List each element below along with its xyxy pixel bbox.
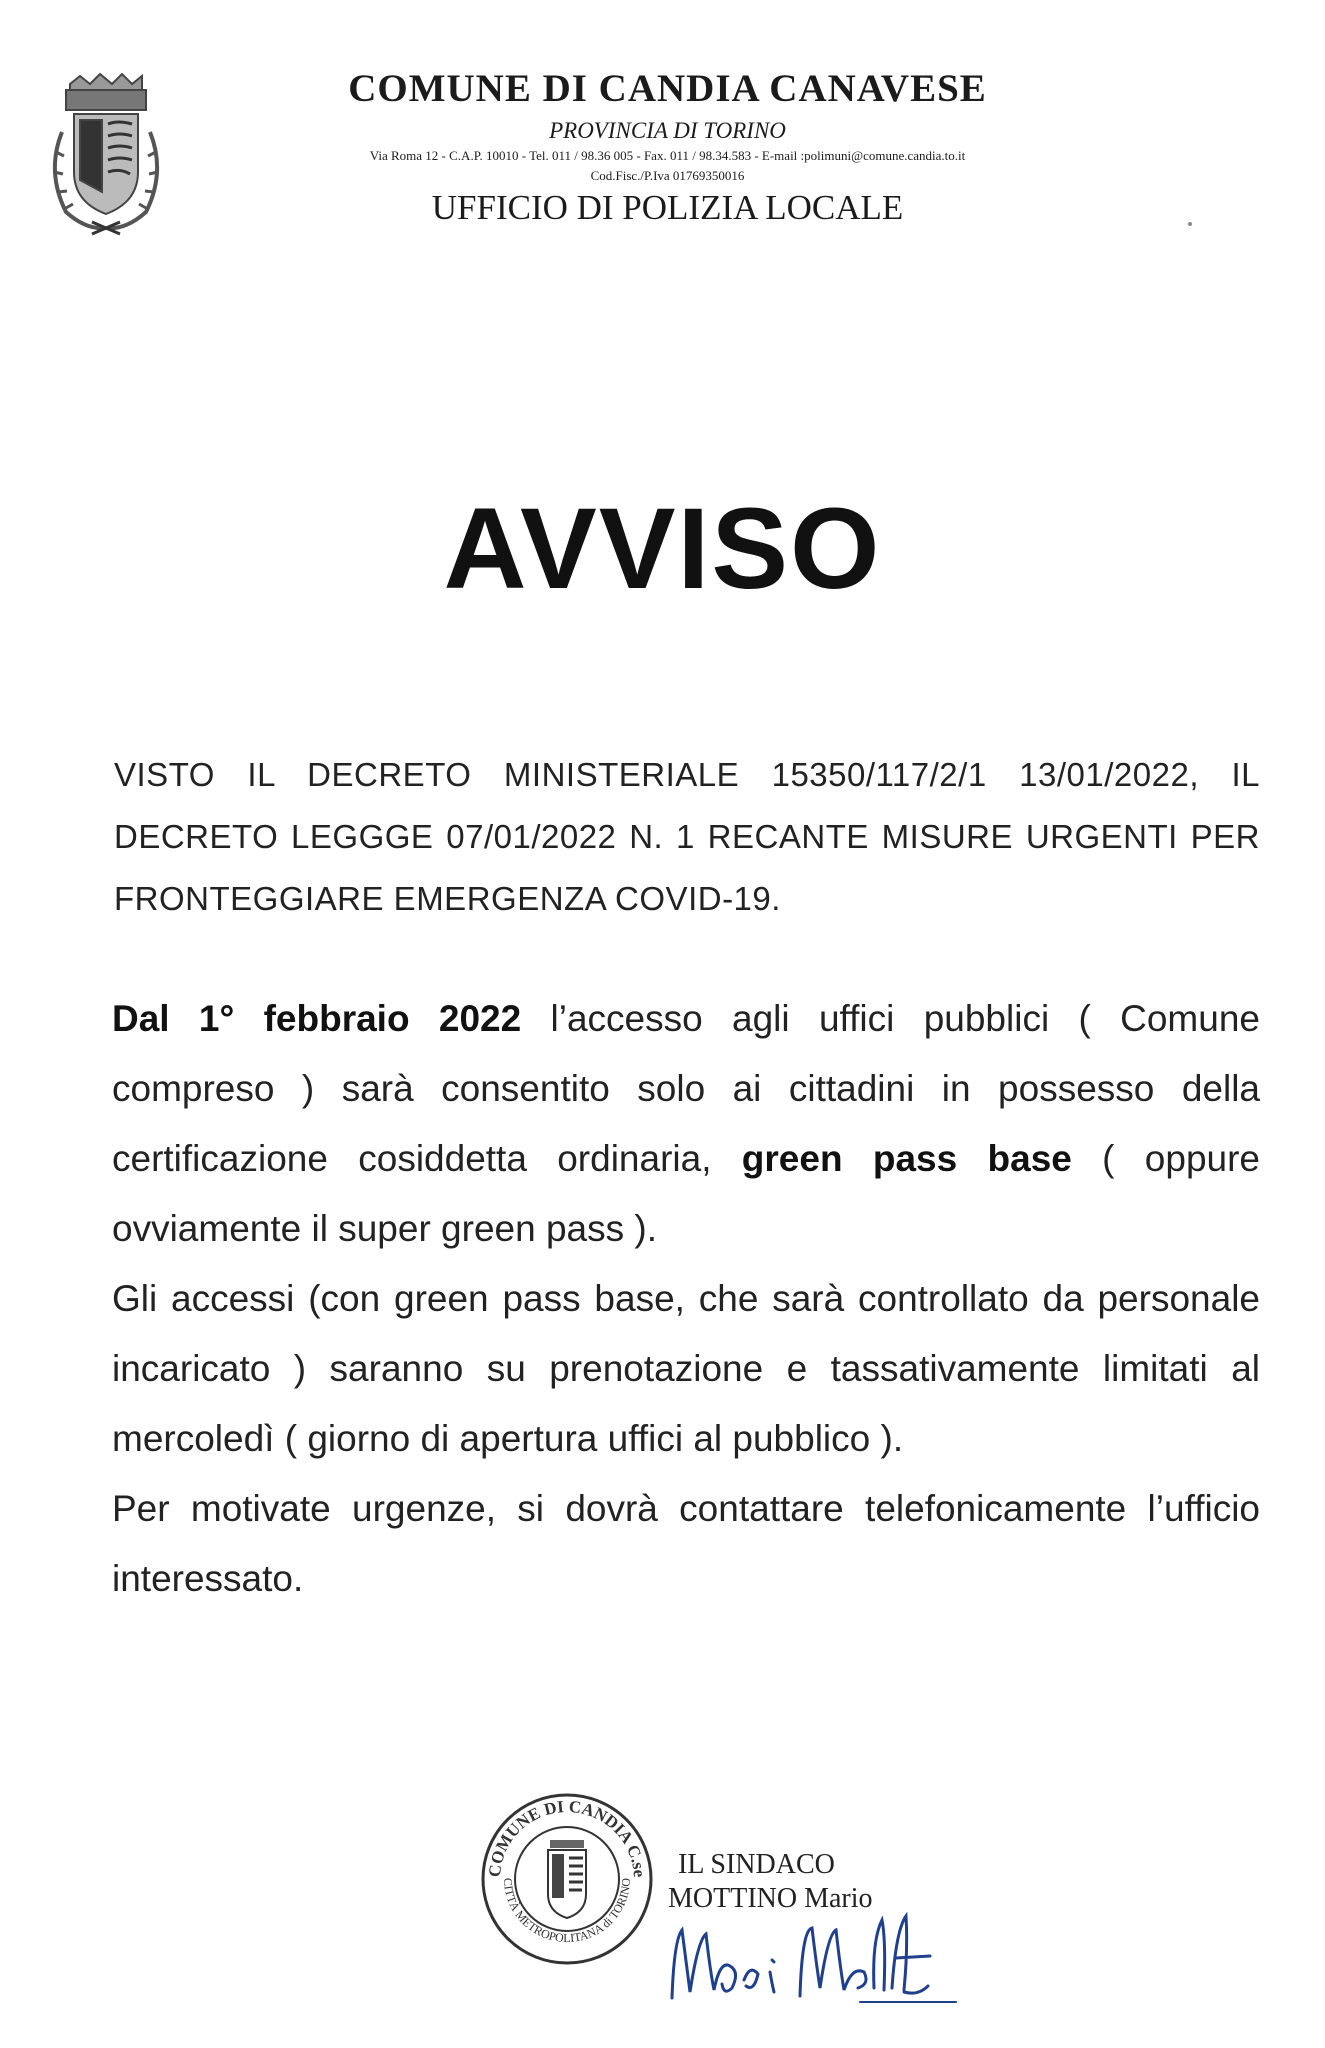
official-stamp [478, 1790, 656, 1968]
svg-text:CITTÀ METROPOLITANA di TORINO [501, 1877, 633, 1945]
stamp-crest-icon [548, 1840, 586, 1918]
effective-date: Dal 1° febbraio 2022 [112, 998, 522, 1039]
handwritten-signature [660, 1900, 960, 2015]
legal-preamble: VISTO IL DECRETO MINISTERIALE 15350/117/2/1 13/01/2022, IL DECRETO LEGGGE 07/01/2022 N. 1 RECANTE MISURE URGENTI PER FRONTEGGIARE EMERGENZA COVID-19. [114, 756, 1260, 917]
tax-code-line: Cod.Fisc./P.Iva 01769350016 [590, 168, 745, 183]
stamp-bottom-text: CITTÀ METROPOLITANA di TORINO [500, 1877, 634, 1946]
municipal-crest-icon [36, 62, 176, 242]
province-name: PROVINCIA DI TORINO [549, 118, 786, 143]
paragraph-text: l’accesso agli uffici pubblici ( Comune compreso ) sarà consentito solo ai cittadini in possesso della certificazione cosiddetta ordinaria, [112, 998, 1260, 1179]
svg-text:COMUNE DI CANDIA C.se [485, 1797, 649, 1878]
contact-address-line: Via Roma 12 - C.A.P. 10010 - Tel. 011 / 98.36 005 - Fax. 011 / 98.34.583 - E-mail :polimuni@comune.candia.to.it [369, 148, 966, 163]
paragraph-access-rules [112, 984, 1260, 1264]
paragraph-text: ( oppure ovviamente il super green pass ). [112, 1138, 1260, 1249]
paragraph-urgent: Per motivate urgenze, si dovrà contattare telefonicamente l’ufficio interessato. [112, 1488, 1260, 1599]
scan-speck [1188, 222, 1192, 226]
signer-role: IL SINDACO [678, 1849, 835, 1880]
office-name: UFFICIO DI POLIZIA LOCALE [431, 188, 904, 227]
green-pass-base-term: green pass base [741, 1138, 1072, 1179]
municipality-name: COMUNE DI CANDIA CANAVESE [348, 67, 987, 110]
notice-title: AVVISO [443, 485, 882, 613]
signer-name: MOTTINO Mario [668, 1883, 873, 1914]
paragraph-booking: Gli accessi (con green pass base, che sarà controllato da personale incaricato ) saranno su prenotazione e tassativamente limitati al mercoledì ( giorno di apertura uffici al pubblico ). [112, 1278, 1260, 1459]
notice-body [112, 984, 1260, 1614]
stamp-top-text: COMUNE DI CANDIA C.se [484, 1796, 650, 1878]
